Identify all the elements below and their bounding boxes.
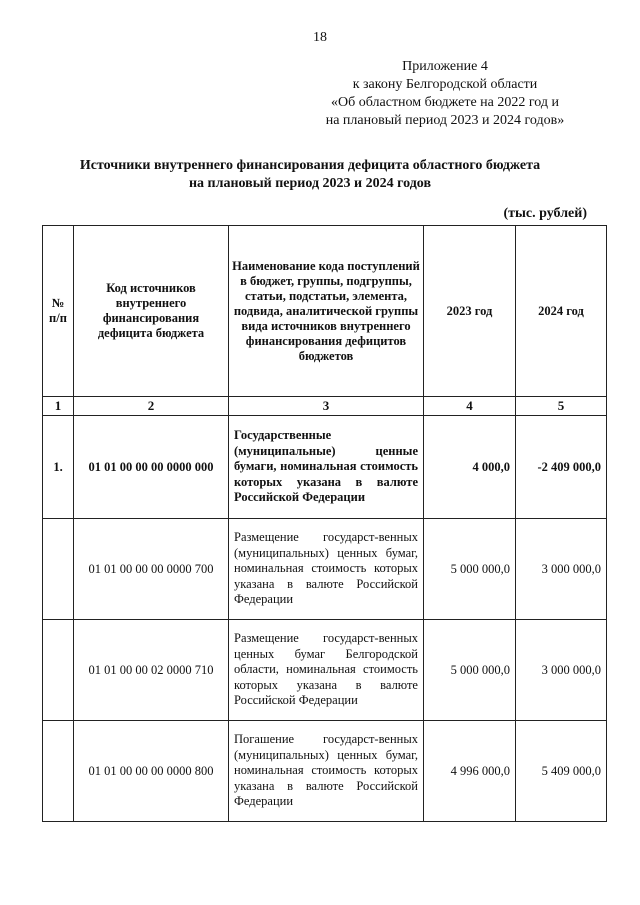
header-name: Наименование кода поступлений в бюджет, группы, подгруппы, статьи, подстатьи, элемента, подвида, аналитической группы вида источников внутреннего финансирования дефицитов бюджетов xyxy=(229,226,424,397)
column-number: 3 xyxy=(229,397,424,416)
row-2023: 4 996 000,0 xyxy=(424,721,516,822)
column-numbers-row xyxy=(43,397,607,416)
appendix-line-2: к закону Белгородской области xyxy=(352,77,538,92)
column-number: 5 xyxy=(516,397,607,416)
row-code: 01 01 00 00 00 0000 800 xyxy=(74,721,229,822)
row-name: Погашение государст-венных (муниципальных) ценных бумаг, номинальная стоимость которых указана в валюте Российской Федерации xyxy=(229,721,424,822)
row-2023: 5 000 000,0 xyxy=(424,620,516,721)
appendix-header xyxy=(310,58,580,130)
column-number: 2 xyxy=(74,397,229,416)
document-title xyxy=(40,157,580,193)
table-header-row xyxy=(43,226,607,397)
row-num xyxy=(43,721,74,822)
row-code: 01 01 00 00 02 0000 710 xyxy=(74,620,229,721)
row-2023: 4 000,0 xyxy=(424,416,516,519)
title-line-1: Источники внутреннего финансирования дефицита областного бюджета xyxy=(79,158,541,173)
title-line-2: на плановый период 2023 и 2024 годов xyxy=(188,176,432,191)
appendix-line-1: Приложение 4 xyxy=(402,59,488,74)
appendix-line-3: «Об областном бюджете на 2022 год и xyxy=(331,95,559,110)
column-number: 4 xyxy=(424,397,516,416)
table-row xyxy=(43,721,607,822)
table-row xyxy=(43,519,607,620)
header-num: № п/п xyxy=(43,226,74,397)
page-number: 18 xyxy=(313,30,327,45)
row-2024: 5 409 000,0 xyxy=(516,721,607,822)
row-2024: 3 000 000,0 xyxy=(516,519,607,620)
header-2024: 2024 год xyxy=(516,226,607,397)
table-row xyxy=(43,620,607,721)
row-2024: -2 409 000,0 xyxy=(516,416,607,519)
row-num xyxy=(43,620,74,721)
header-2023: 2023 год xyxy=(424,226,516,397)
row-name: Государственные (муниципальные) ценные бумаги, номинальная стоимость которых указана в валюте Российской Федерации xyxy=(229,416,424,519)
row-num: 1. xyxy=(43,416,74,519)
row-code: 01 01 00 00 00 0000 000 xyxy=(74,416,229,519)
row-2024: 3 000 000,0 xyxy=(516,620,607,721)
row-name: Размещение государст-венных (муниципальных) ценных бумаг, номинальная стоимость которых указана в валюте Российской Федерации xyxy=(229,519,424,620)
appendix-line-4: на плановый период 2023 и 2024 годов» xyxy=(325,113,565,128)
table-row xyxy=(43,416,607,519)
column-number: 1 xyxy=(43,397,74,416)
units-label: (тыс. рублей) xyxy=(503,206,587,221)
row-code: 01 01 00 00 00 0000 700 xyxy=(74,519,229,620)
row-2023: 5 000 000,0 xyxy=(424,519,516,620)
header-code: Код источников внутреннего финансирования дефицита бюджета xyxy=(74,226,229,397)
row-num xyxy=(43,519,74,620)
financing-table xyxy=(42,225,607,822)
row-name: Размещение государст-венных ценных бумаг Белгородской области, номинальная стоимость которых указана в валюте Российской Федерации xyxy=(229,620,424,721)
